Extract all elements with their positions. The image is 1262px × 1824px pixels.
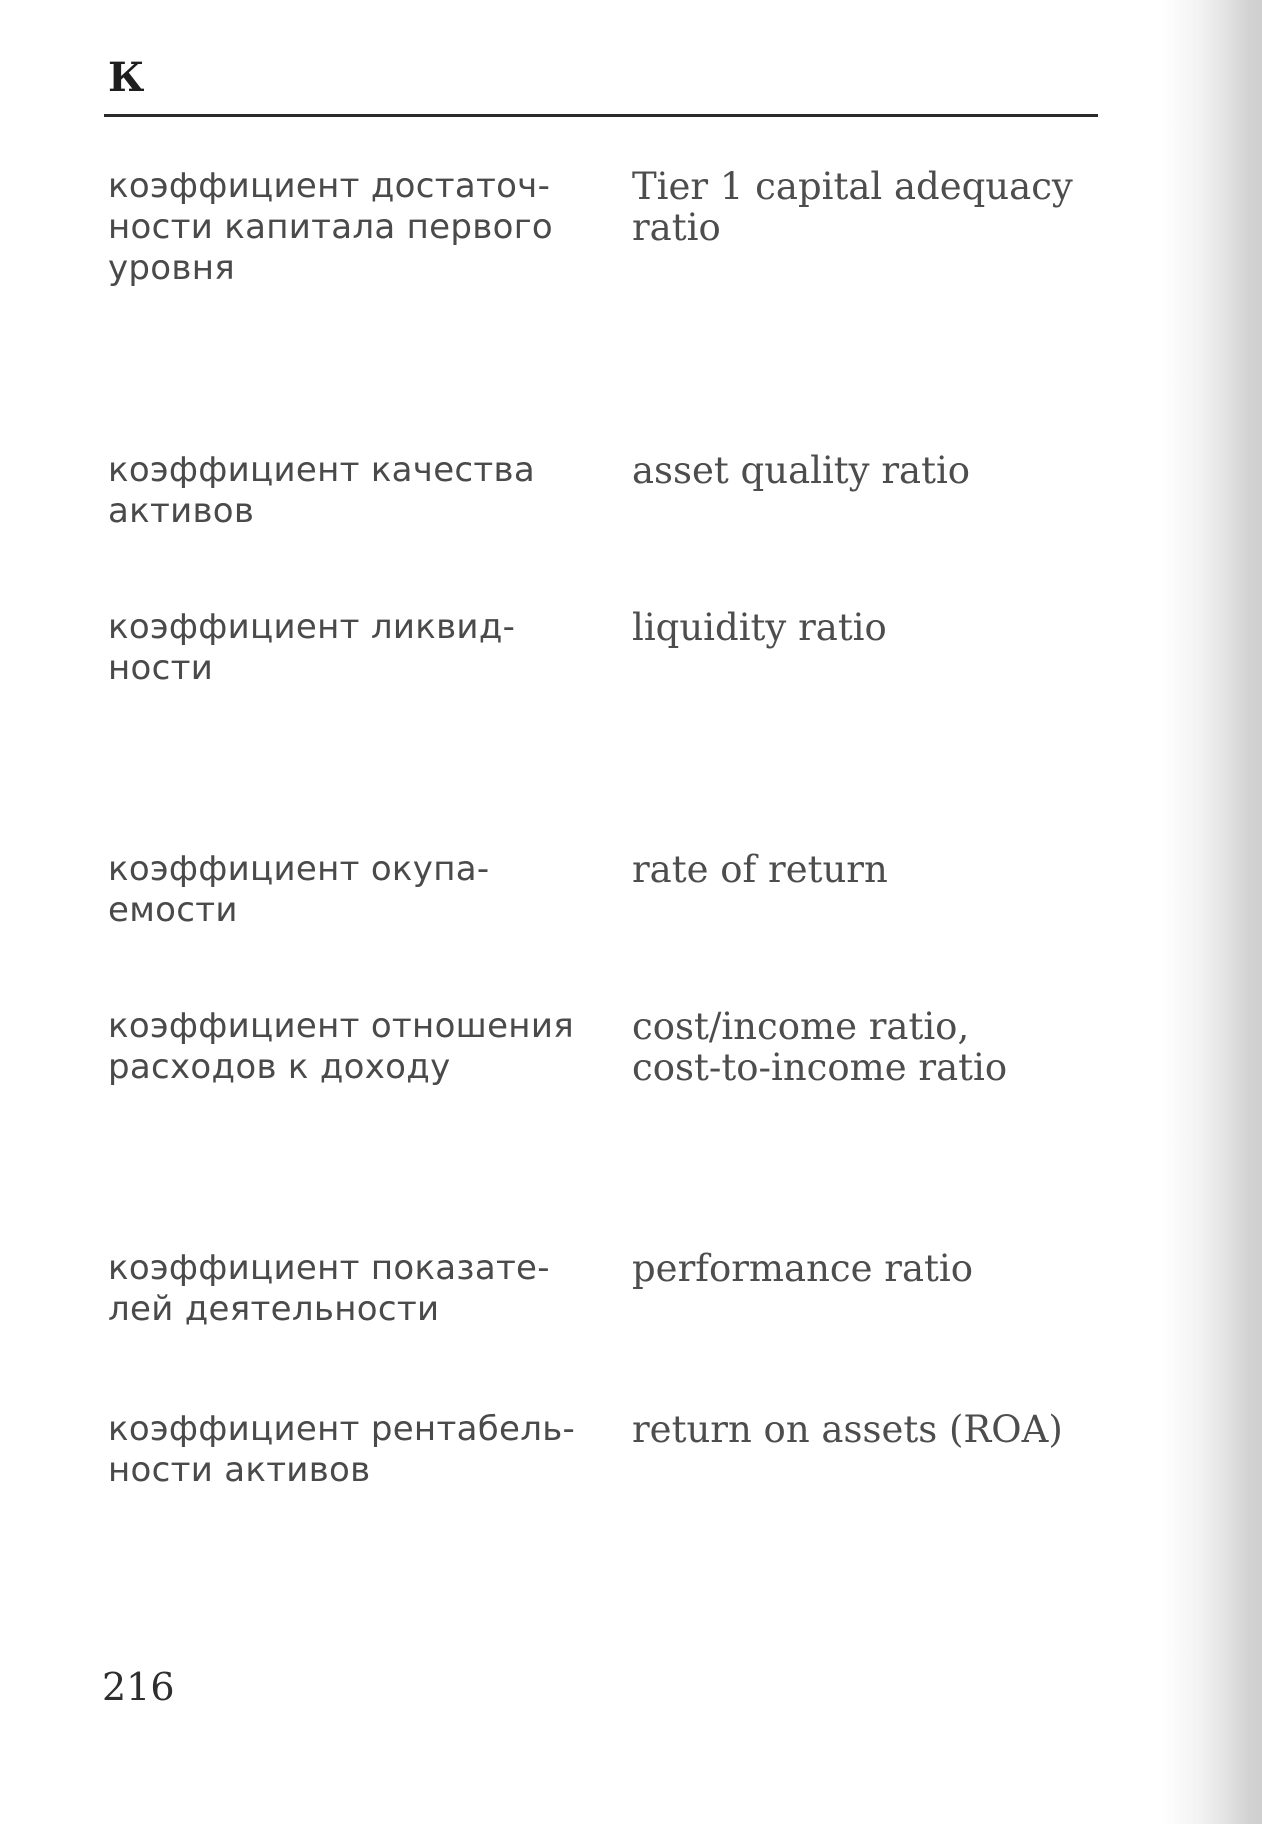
entry-russian-term: коэффициент качества активов	[108, 450, 535, 531]
entry-english-term: asset quality ratio	[632, 449, 971, 492]
entry-russian-term: коэффициент достаточ- ности капитала первого уровня	[108, 166, 553, 288]
entry-english-term: return on assets (ROA)	[632, 1408, 1063, 1451]
page-number: 216	[102, 1665, 175, 1709]
entry-russian-term: коэффициент отношения расходов к доходу	[108, 1006, 574, 1087]
entry-english-term: rate of return	[632, 848, 888, 891]
entry-russian-term: коэффициент ликвид- ности	[108, 607, 516, 688]
section-letter: К	[108, 54, 145, 101]
entry-english-term: cost/income ratio, cost-to-income ratio	[632, 1005, 1008, 1089]
entry-russian-term: коэффициент показате- лей деятельности	[108, 1248, 550, 1329]
entry-english-term: Tier 1 capital adequacy ratio	[632, 165, 1073, 249]
entry-english-term: liquidity ratio	[632, 606, 887, 649]
entry-russian-term: коэффициент рентабель- ности активов	[108, 1409, 576, 1490]
entry-russian-term: коэффициент окупа- емости	[108, 849, 490, 930]
header-rule	[104, 114, 1098, 117]
entry-english-term: performance ratio	[632, 1247, 974, 1290]
